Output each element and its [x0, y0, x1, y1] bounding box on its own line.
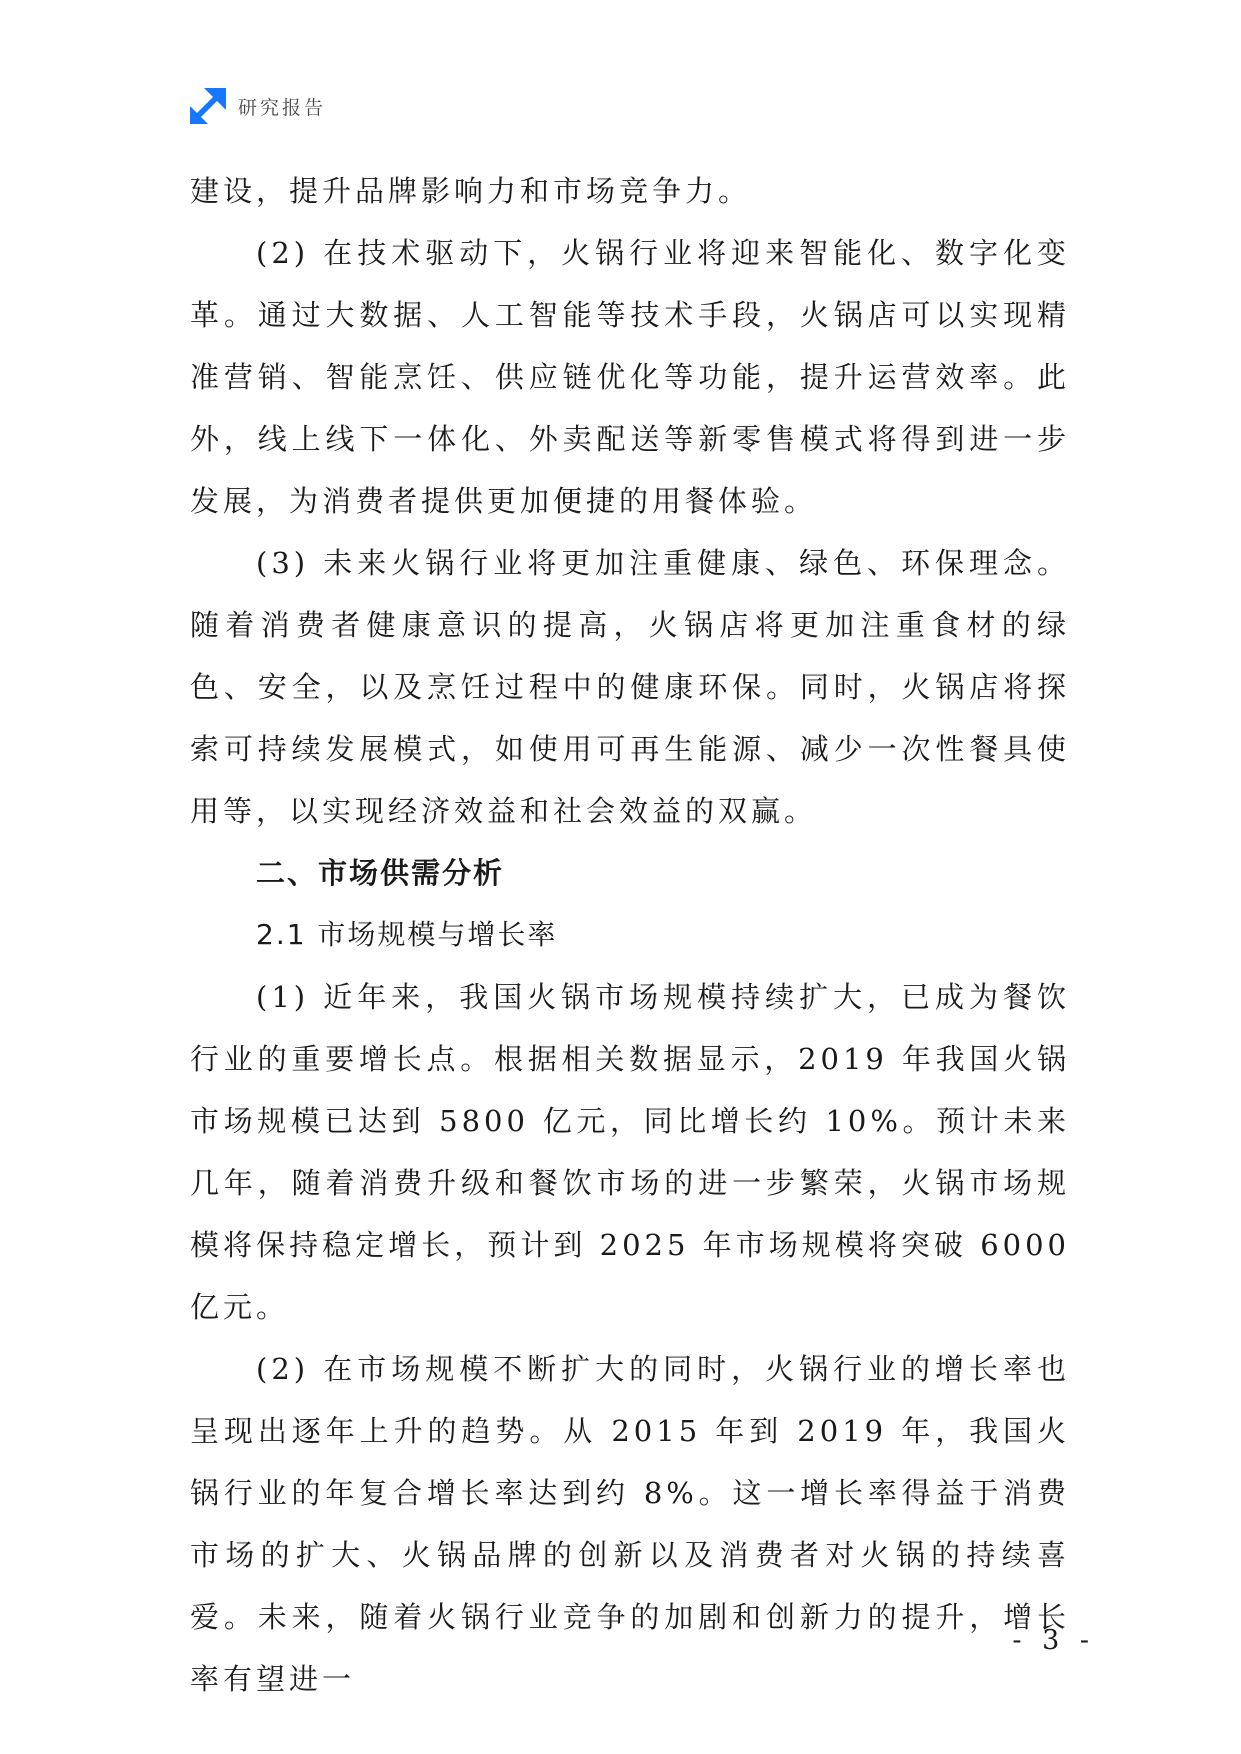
paragraph-item-2: (2) 在技术驱动下，火锅行业将迎来智能化、数字化变革。通过大数据、人工智能等技术手段，火锅店可以实现精准营销、智能烹饪、供应链优化等功能，提升运营效率。此外，线上线下一体化、外卖配送等新零售模式将得到进一步发展，为消费者提供更加便捷的用餐体验。	[190, 236, 1070, 518]
arrow-up-right-icon	[190, 88, 226, 124]
document-body	[190, 160, 1070, 1710]
paragraph-growth-rate: (2) 在市场规模不断扩大的同时，火锅行业的增长率也呈现出逐年上升的趋势。从 2015 年到 2019 年，我国火锅行业的年复合增长率达到约 8%。这一增长率得益于消费市场的扩大、火锅品牌的创新以及消费者对火锅的持续喜爱。未来，随着火锅行业竞争的加剧和创新力的提升，增长率有望进一	[190, 1352, 1070, 1696]
paragraph-continued: 建设，提升品牌影响力和市场竞争力。	[190, 174, 752, 208]
paragraph-market-size: (1) 近年来，我国火锅市场规模持续扩大，已成为餐饮行业的重要增长点。根据相关数据显示，2019 年我国火锅市场规模已达到 5800 亿元，同比增长约 10%。预计未来几年，随着消费升级和餐饮市场的进一步繁荣，火锅市场规模将保持稳定增长，预计到 2025 年市场规模将突破 6000 亿元。	[190, 980, 1070, 1324]
subsection-heading: 2.1 市场规模与增长率	[256, 918, 558, 951]
page-number: - 3 -	[1012, 1625, 1095, 1656]
section-heading: 二、市场供需分析	[256, 856, 505, 890]
page-header	[190, 88, 326, 124]
report-label: 研究报告	[238, 96, 327, 119]
paragraph-item-3: (3) 未来火锅行业将更加注重健康、绿色、环保理念。随着消费者健康意识的提高，火锅店将更加注重食材的绿色、安全，以及烹饪过程中的健康环保。同时，火锅店将探索可持续发展模式，如使用可再生能源、减少一次性餐具使用等，以实现经济效益和社会效益的双赢。	[190, 546, 1070, 828]
